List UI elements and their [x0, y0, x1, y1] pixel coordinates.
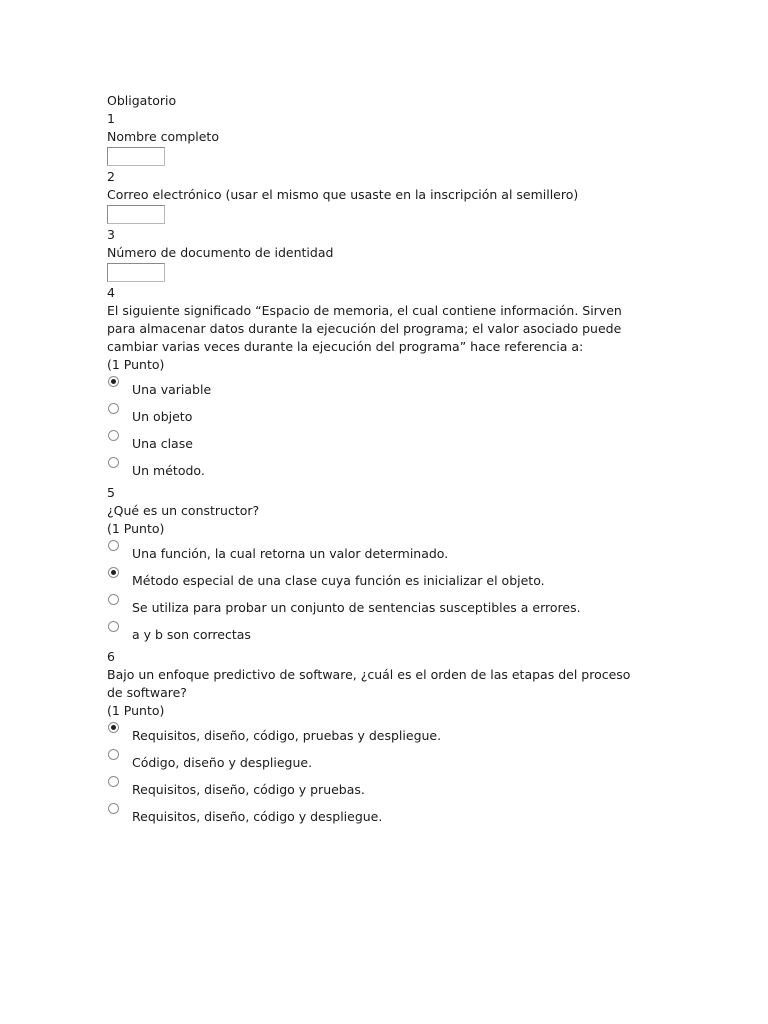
option-label: Se utiliza para probar un conjunto de sentencias susceptibles a errores.: [132, 600, 581, 615]
question-4-points: (1 Punto): [107, 357, 165, 372]
question-4-option[interactable]: [107, 376, 647, 403]
radio-button[interactable]: [108, 540, 119, 551]
question-5-option[interactable]: [107, 594, 647, 621]
question-5-options: [107, 540, 647, 648]
id-document-input[interactable]: [107, 263, 165, 282]
question-4-options: [107, 376, 647, 484]
question-6-option[interactable]: [107, 803, 647, 830]
question-6-option[interactable]: [107, 749, 647, 776]
option-label: Una función, la cual retorna un valor determinado.: [132, 546, 449, 561]
question-1-number: 1: [107, 111, 115, 126]
option-label: Método especial de una clase cuya función es inicializar el objeto.: [132, 573, 545, 588]
question-2-label: Correo electrónico (usar el mismo que usaste en la inscripción al semillero): [107, 187, 579, 202]
radio-selected-dot: [111, 570, 116, 575]
required-label: Obligatorio: [107, 93, 177, 108]
question-4-number: 4: [107, 285, 115, 300]
radio-button[interactable]: [108, 749, 119, 760]
option-label: Un método.: [132, 463, 205, 478]
question-4-option[interactable]: [107, 403, 647, 430]
question-5-option[interactable]: [107, 621, 647, 648]
email-input[interactable]: [107, 205, 165, 224]
question-5-option[interactable]: [107, 540, 647, 567]
option-label: Una variable: [132, 382, 212, 397]
radio-button[interactable]: [108, 803, 119, 814]
option-label: Código, diseño y despliegue.: [132, 755, 313, 770]
question-3-label: Número de documento de identidad: [107, 245, 334, 260]
question-6-text: Bajo un enfoque predictivo de software, ¿cuál es el orden de las etapas del proceso de software?: [107, 667, 631, 700]
question-5-points: (1 Punto): [107, 521, 165, 536]
option-label: Requisitos, diseño, código y pruebas.: [132, 782, 365, 797]
radio-button[interactable]: [108, 457, 119, 468]
full-name-input[interactable]: [107, 147, 165, 166]
radio-button[interactable]: [108, 430, 119, 441]
option-label: Requisitos, diseño, código, pruebas y despliegue.: [132, 728, 442, 743]
question-6-option[interactable]: [107, 722, 647, 749]
question-6-points: (1 Punto): [107, 703, 165, 718]
option-label: a y b son correctas: [132, 627, 251, 642]
question-6-options: [107, 722, 647, 830]
question-3-number: 3: [107, 227, 115, 242]
question-4-option[interactable]: [107, 430, 647, 457]
question-6-option[interactable]: [107, 776, 647, 803]
quiz-form: [107, 92, 647, 830]
radio-button[interactable]: [108, 621, 119, 632]
question-6-number: 6: [107, 649, 115, 664]
question-1-label: Nombre completo: [107, 129, 219, 144]
question-5-number: 5: [107, 485, 115, 500]
radio-button[interactable]: [108, 376, 119, 387]
option-label: Una clase: [132, 436, 193, 451]
question-2-number: 2: [107, 169, 115, 184]
radio-button[interactable]: [108, 722, 119, 733]
question-5-option[interactable]: [107, 567, 647, 594]
radio-button[interactable]: [108, 567, 119, 578]
option-label: Un objeto: [132, 409, 193, 424]
radio-button[interactable]: [108, 776, 119, 787]
question-4-text: El siguiente significado “Espacio de memoria, el cual contiene información. Sirven para almacenar datos durante la ejecución del programa; el valor asociado puede cambiar varias veces durante la ejecución del programa” hace referencia a:: [107, 303, 622, 354]
radio-selected-dot: [111, 725, 116, 730]
option-label: Requisitos, diseño, código y despliegue.: [132, 809, 383, 824]
radio-selected-dot: [111, 379, 116, 384]
radio-button[interactable]: [108, 403, 119, 414]
radio-button[interactable]: [108, 594, 119, 605]
question-5-text: ¿Qué es un constructor?: [107, 503, 260, 518]
question-4-option[interactable]: [107, 457, 647, 484]
